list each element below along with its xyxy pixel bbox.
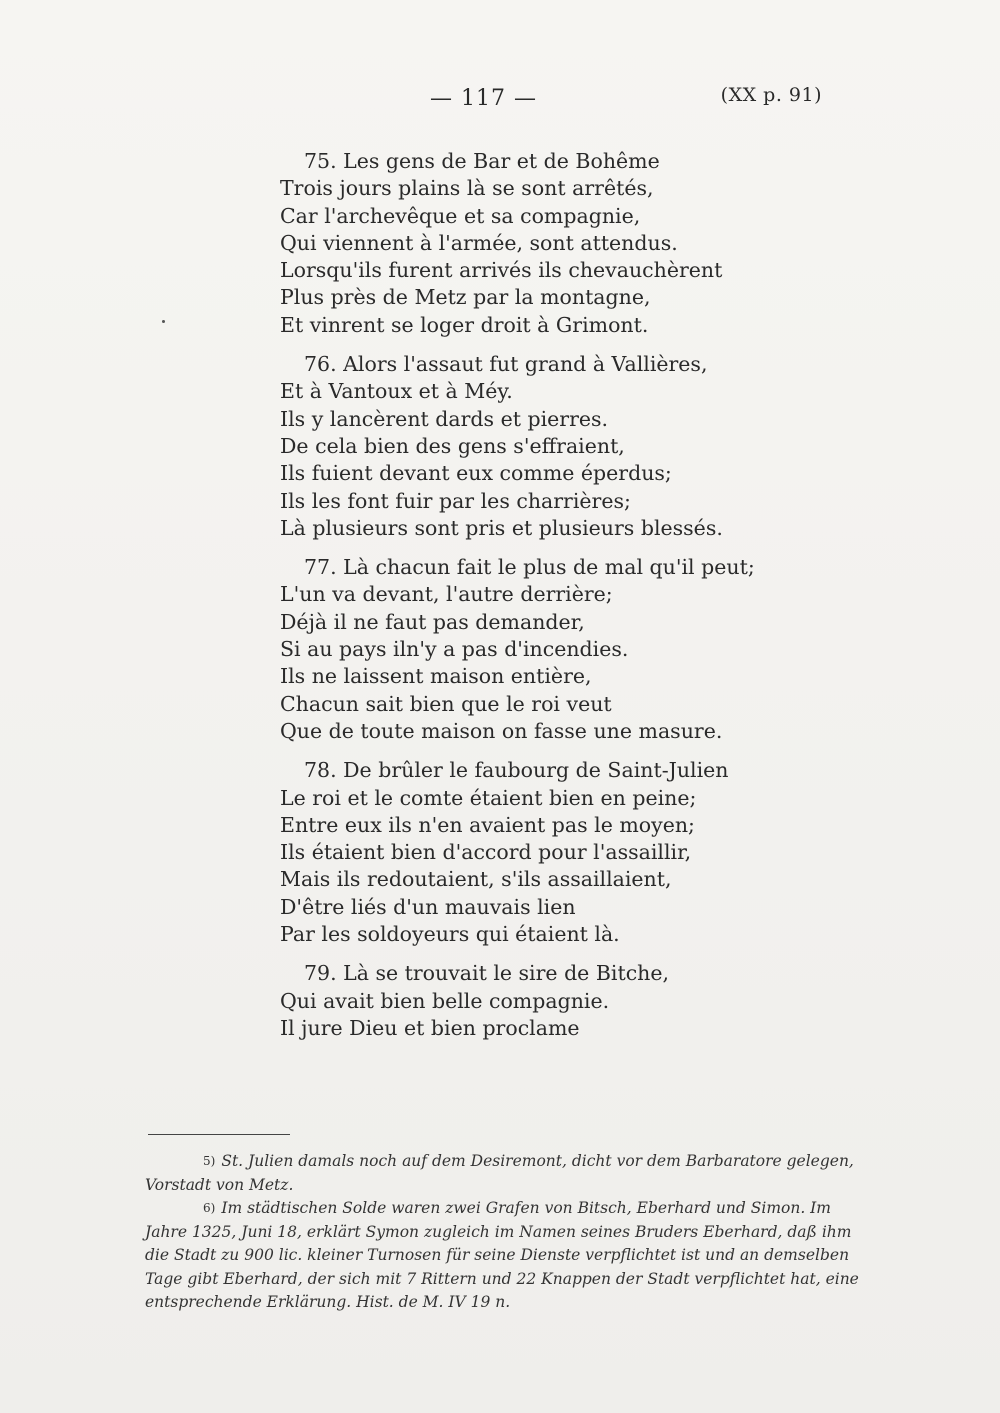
footnote-6 [145, 1197, 875, 1315]
verse-line: Déjà il ne faut pas demander, [280, 609, 585, 634]
verse-line: 78. De brûler le faubourg de Saint-Julien [304, 758, 729, 783]
verse-line: Que de toute maison on fasse une masure. [280, 718, 723, 743]
margin-dot [162, 320, 165, 323]
verse-line: Si au pays iln'y a pas d'incendies. [280, 637, 629, 662]
verse-line: Ils y lancèrent dards et pierres. [280, 406, 609, 431]
verse-line: Qui avait bien belle compagnie. [280, 988, 610, 1013]
verse-line: Ils étaient bien d'accord pour l'assaillir, [280, 840, 692, 865]
stanza-78 [280, 757, 760, 948]
verse-line: D'être liés d'un mauvais lien [280, 894, 576, 919]
verse-line: Et à Vantoux et à Méy. [280, 379, 513, 404]
stanza-76 [280, 351, 760, 542]
stanza-79 [280, 960, 760, 1042]
verse-line: Ils fuient devant eux comme éperdus; [280, 461, 672, 486]
verse-line: Trois jours plains là se sont arrêtés, [280, 176, 654, 201]
footnote-mark: 5) [203, 1154, 216, 1168]
poem-body [280, 148, 760, 1054]
verse-line: 79. Là se trouvait le sire de Bitche, [304, 961, 670, 986]
verse-line: Entre eux ils n'en avaient pas le moyen; [280, 812, 695, 837]
verse-line: Chacun sait bien que le roi veut [280, 691, 612, 716]
verse-line: 75. Les gens de Bar et de Bohême [304, 149, 660, 173]
verse-line: Plus près de Metz par la montagne, [280, 285, 651, 310]
footnote-5 [145, 1150, 875, 1197]
page-number: — 117 — [430, 86, 537, 111]
verse-line: 77. Là chacun fait le plus de mal qu'il peut; [304, 555, 755, 580]
footnote-rule [148, 1134, 290, 1135]
footnote-text: St. Julien damals noch auf dem Desiremont, dicht vor dem Barbaratore gelegen, Vorstadt von Metz. [145, 1152, 854, 1194]
verse-line: Car l'archevêque et sa compagnie, [280, 203, 641, 228]
verse-line: Il jure Dieu et bien proclame [280, 1015, 580, 1040]
verse-line: Là plusieurs sont pris et plusieurs blessés. [280, 515, 723, 540]
verse-line: Ils ne laissent maison entière, [280, 664, 592, 689]
verse-line: Ils les font fuir par les charrières; [280, 488, 631, 513]
verse-line: Et vinrent se loger droit à Grimont. [280, 312, 649, 337]
stanza-77 [280, 554, 760, 745]
footnote-text: Im städtischen Solde waren zwei Grafen von Bitsch, Eberhard und Simon. Im Jahre 1325, Juni 18, erklärt Symon zugleich im Namen seines Bruders Eberhard, daß ihm die Stadt zu 900 lic. kleiner Turnosen für seine Dienste verpflichtet ist und an demselben Tage gibt Eberhard, der sich mit 7 Rittern und 22 Knappen der Stadt verpflichtet hat, eine entsprechende Erklärung. Hist. de M. IV 19 n. [145, 1199, 859, 1311]
verse-line: De cela bien des gens s'effraient, [280, 433, 625, 458]
footnotes [145, 1150, 875, 1315]
verse-line: Qui viennent à l'armée, sont attendus. [280, 230, 678, 255]
verse-line: Le roi et le comte étaient bien en peine; [280, 785, 697, 810]
verse-line: 76. Alors l'assaut fut grand à Vallières, [304, 352, 708, 377]
page-reference: (XX p. 91) [720, 84, 822, 106]
verse-line: Lorsqu'ils furent arrivés ils chevauchèrent [280, 258, 723, 283]
verse-line: L'un va devant, l'autre derrière; [280, 582, 613, 607]
footnote-mark: 6) [203, 1201, 216, 1215]
verse-line: Par les soldoyeurs qui étaient là. [280, 922, 620, 947]
verse-line: Mais ils redoutaient, s'ils assaillaient, [280, 867, 672, 892]
stanza-75 [280, 148, 760, 339]
